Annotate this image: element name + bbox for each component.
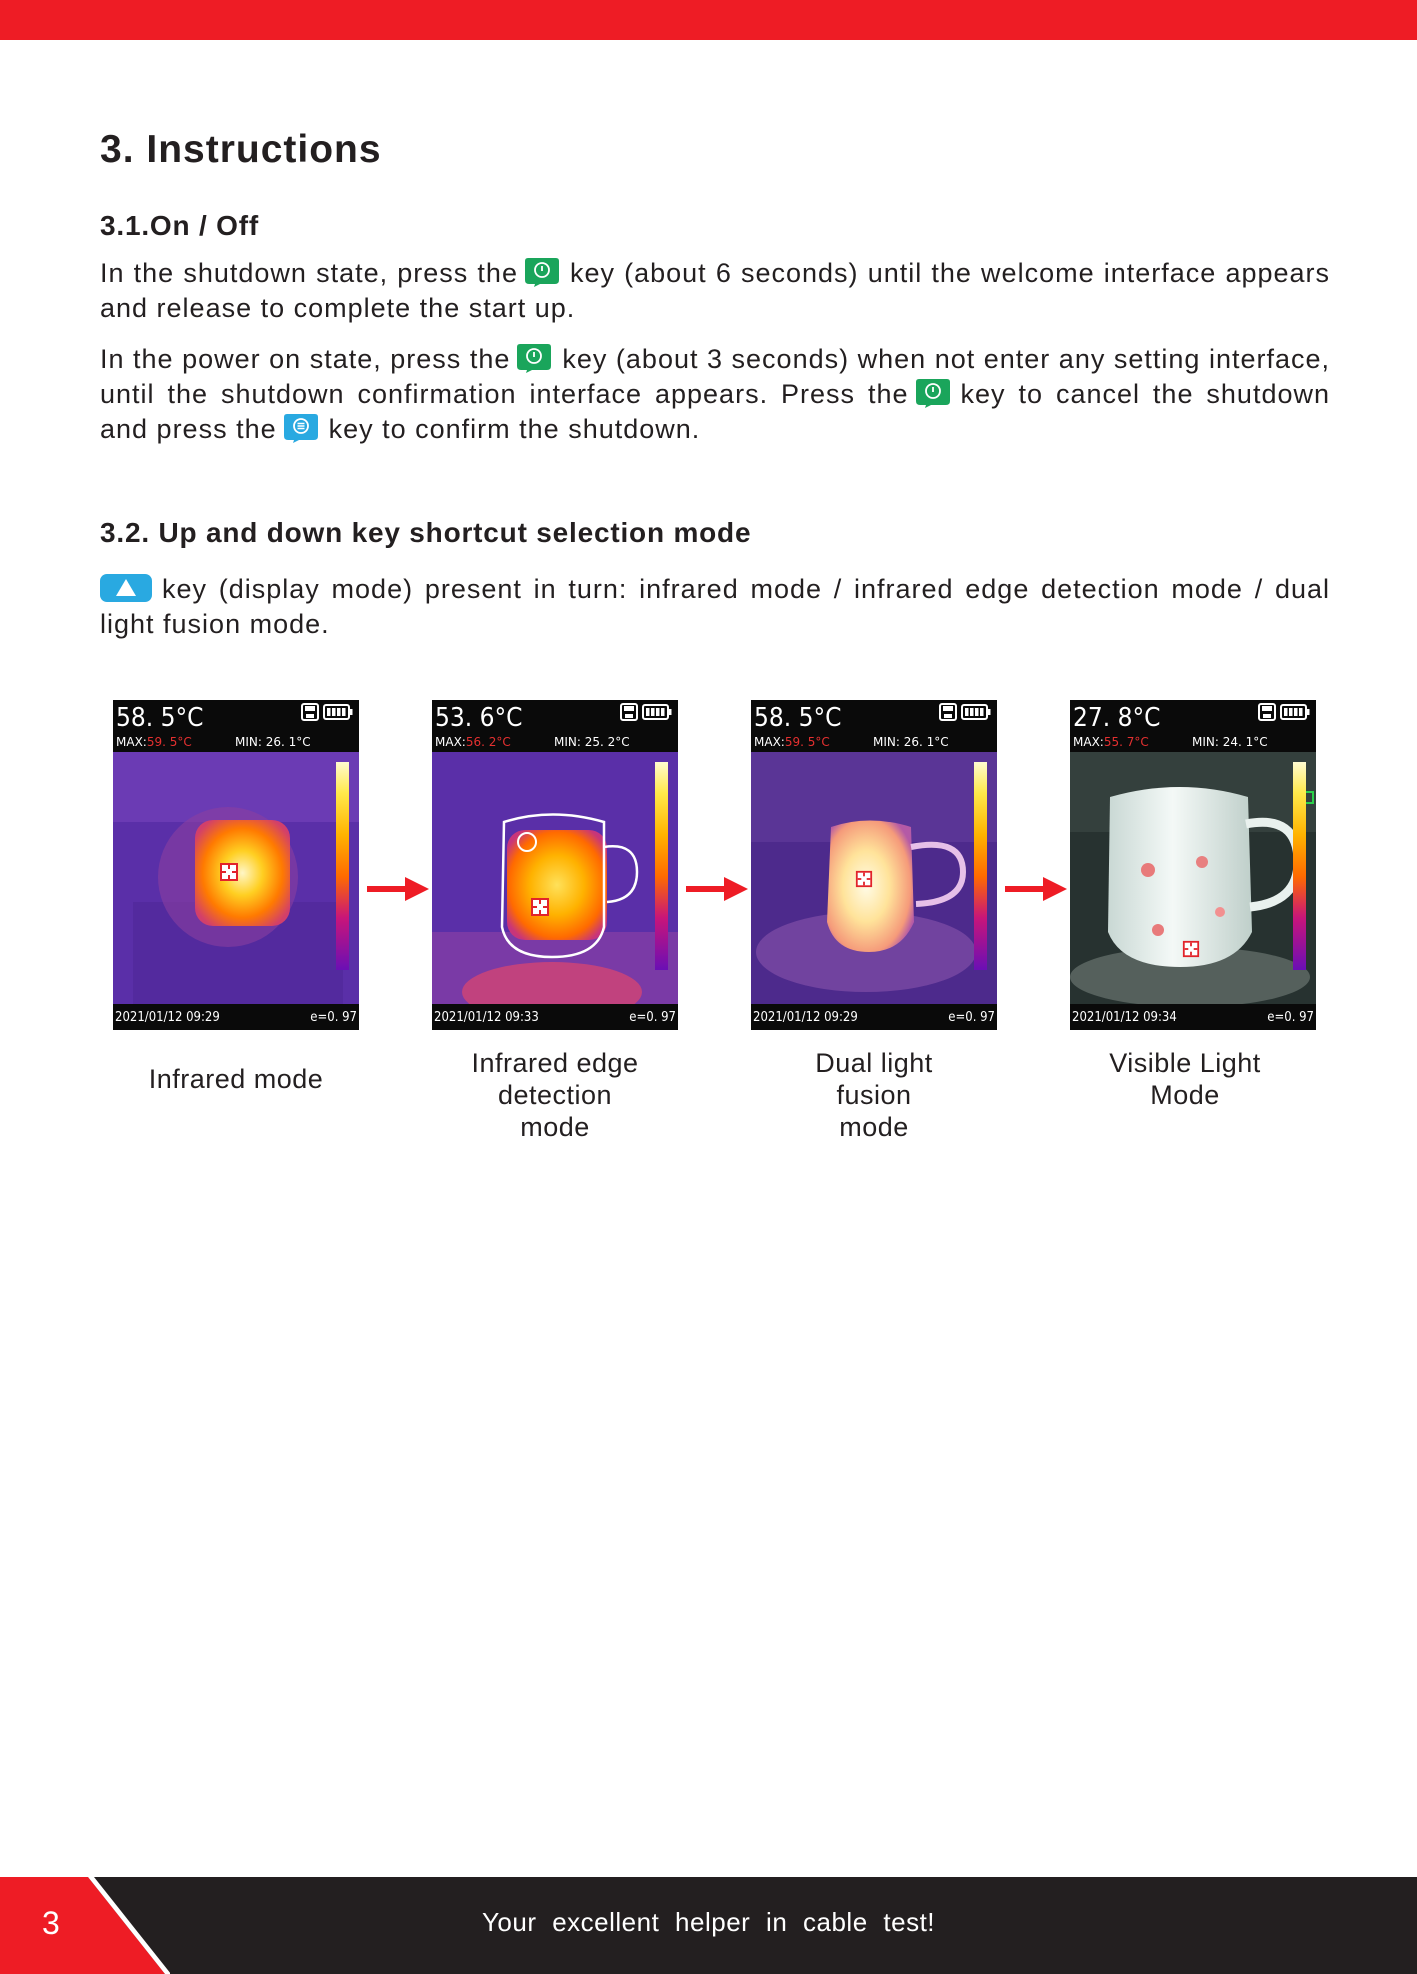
screen-footer (1070, 1004, 1316, 1030)
status-icons (939, 703, 991, 726)
max-temperature (435, 735, 511, 749)
screen-header (751, 700, 997, 752)
section-heading-updown: 3.2. Up and down key shortcut selection mode (100, 517, 752, 548)
onoff-paragraph-1 (100, 256, 1330, 326)
screen-footer (432, 1004, 678, 1030)
emissivity: e=0. 97 (948, 1010, 995, 1025)
center-temperature: 53. 6°C (435, 703, 523, 733)
screen-header (432, 700, 678, 752)
max-label: MAX: (435, 735, 466, 749)
screen-header (113, 700, 359, 752)
updown-paragraph (100, 572, 1330, 642)
thermal-image-fusion (751, 752, 997, 1004)
updown-text: key (display mode) present in turn: infrared mode / infrared edge detection mode / dual light fusion mode. (100, 574, 1330, 639)
onoff-p2-text-c: key to cancel the shutdown and press the (100, 379, 1330, 444)
max-value: 59. 5°C (146, 735, 192, 749)
center-temperature: 58. 5°C (116, 703, 204, 733)
page-title: 3. Instructions (100, 128, 382, 171)
onoff-paragraph-2 (100, 342, 1330, 447)
visible-image (1070, 752, 1316, 1004)
center-temperature: 58. 5°C (754, 703, 842, 733)
onoff-p2-text-d: key to confirm the shutdown. (328, 414, 701, 444)
onoff-p2-text-a: In the power on state, press the (100, 344, 511, 374)
arrow-right-icon (686, 877, 748, 901)
screen-footer (751, 1004, 997, 1030)
sd-card-icon (620, 703, 638, 721)
max-temperature (116, 735, 192, 749)
thermal-screen-fusion (751, 700, 997, 1030)
emissivity: e=0. 97 (629, 1010, 676, 1025)
color-scale-bar (655, 762, 668, 970)
screen-footer (113, 1004, 359, 1030)
status-icons (301, 703, 353, 726)
battery-icon (1280, 703, 1310, 721)
thermal-screen-edge (432, 700, 678, 1030)
center-temperature: 27. 8°C (1073, 703, 1161, 733)
up-key-icon (100, 574, 152, 602)
power-key-icon (524, 256, 560, 288)
mode-caption-visible: Visible Light Mode (1109, 1048, 1261, 1110)
timestamp: 2021/01/12 09:29 (115, 1010, 220, 1025)
max-value: 59. 5°C (784, 735, 830, 749)
max-temperature (1073, 735, 1149, 749)
mode-caption-fusion: Dual light fusion mode (815, 1048, 933, 1142)
thermal-image-edge (432, 752, 678, 1004)
min-temperature: MIN: 26. 1°C (235, 735, 311, 749)
max-label: MAX: (754, 735, 785, 749)
thermal-image-infrared (113, 752, 359, 1004)
min-temperature: MIN: 25. 2°C (554, 735, 630, 749)
mode-caption-infrared: Infrared mode (148, 1064, 324, 1094)
sd-card-icon (939, 703, 957, 721)
section-heading-onoff: 3.1.On / Off (100, 210, 259, 241)
color-scale-bar (974, 762, 987, 970)
onoff-p2-text-b: key (about 3 seconds) when not enter any setting interface, until the shutdown confirmation interface appears. Press the (100, 344, 1331, 409)
min-temperature: MIN: 26. 1°C (873, 735, 949, 749)
menu-key-icon (283, 412, 319, 444)
top-accent-bar (0, 0, 1417, 40)
onoff-p1-text-b: key (about 6 seconds) until the welcome interface appears and release to complete the start up. (100, 258, 1331, 323)
battery-icon (642, 703, 672, 721)
sd-card-icon (301, 703, 319, 721)
arrow-right-icon (367, 877, 429, 901)
onoff-p1-text-a: In the shutdown state, press the (100, 258, 518, 288)
max-value: 56. 2°C (465, 735, 511, 749)
screen-header (1070, 700, 1316, 752)
color-scale-bar (1293, 762, 1306, 970)
thermal-screen-visible (1070, 700, 1316, 1030)
power-key-icon (516, 342, 552, 374)
battery-icon (323, 703, 353, 721)
color-scale-bar (336, 762, 349, 970)
timestamp: 2021/01/12 09:29 (753, 1010, 858, 1025)
sd-card-icon (1258, 703, 1276, 721)
max-label: MAX: (116, 735, 147, 749)
status-icons (620, 703, 672, 726)
timestamp: 2021/01/12 09:33 (434, 1010, 539, 1025)
thermal-screen-infrared (113, 700, 359, 1030)
status-icons (1258, 703, 1310, 726)
max-value: 55. 7°C (1103, 735, 1149, 749)
page-number: 3 (42, 1905, 60, 1941)
max-temperature (754, 735, 830, 749)
emissivity: e=0. 97 (310, 1010, 357, 1025)
footer-tagline: Your excellent helper in cable test! (481, 1907, 936, 1937)
arrow-right-icon (1005, 877, 1067, 901)
max-label: MAX: (1073, 735, 1104, 749)
min-temperature: MIN: 24. 1°C (1192, 735, 1268, 749)
power-key-icon (915, 377, 951, 409)
emissivity: e=0. 97 (1267, 1010, 1314, 1025)
battery-icon (961, 703, 991, 721)
mode-caption-edge: Infrared edge detection mode (471, 1048, 639, 1142)
timestamp: 2021/01/12 09:34 (1072, 1010, 1177, 1025)
